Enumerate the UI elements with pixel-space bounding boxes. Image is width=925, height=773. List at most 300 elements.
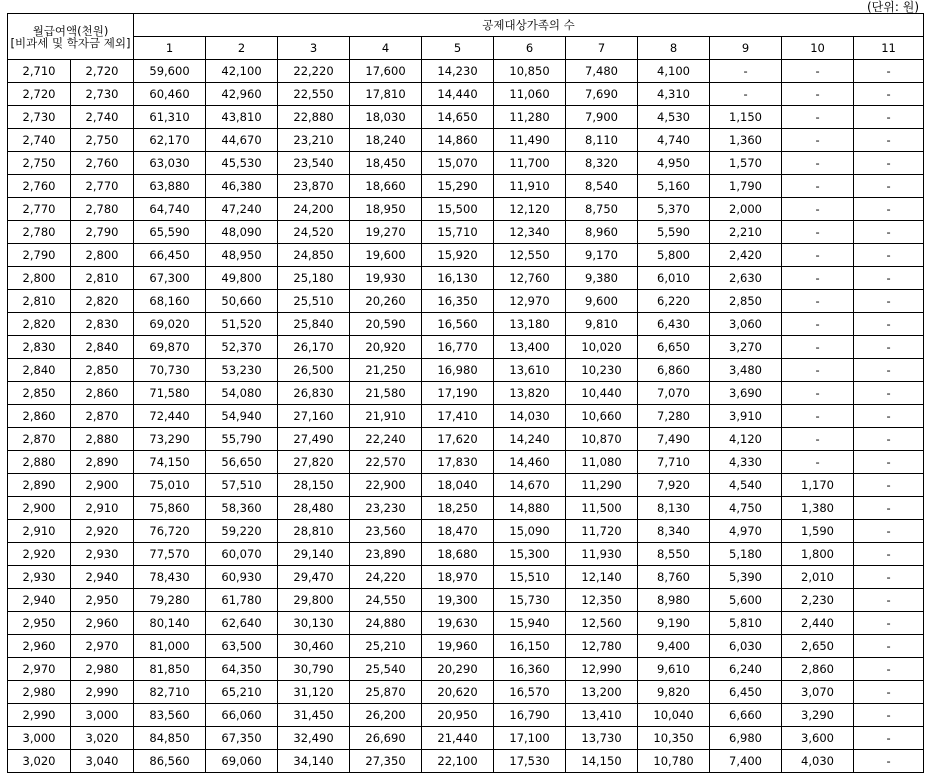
tax-cell-family-8: 9,400 [638,635,710,658]
income-to-cell: 2,850 [71,359,134,382]
tax-cell-family-6: 15,510 [494,566,566,589]
tax-cell-family-10: 4,030 [782,750,854,773]
tax-cell-family-4: 20,260 [350,290,422,313]
tax-cell-family-3: 28,810 [278,520,350,543]
tax-cell-family-5: 16,980 [422,359,494,382]
family-count-7: 7 [566,37,638,60]
tax-cell-family-10: - [782,405,854,428]
tax-cell-family-3: 23,210 [278,129,350,152]
tax-cell-family-5: 18,040 [422,474,494,497]
table-row [8,313,924,336]
tax-cell-family-11: - [854,313,924,336]
income-from-cell: 2,780 [8,221,71,244]
tax-cell-family-8: 7,070 [638,382,710,405]
income-to-cell: 2,800 [71,244,134,267]
tax-cell-family-4: 26,200 [350,704,422,727]
tax-cell-family-10: - [782,290,854,313]
table-row [8,106,924,129]
tax-cell-family-11: - [854,658,924,681]
tax-cell-family-9: 6,240 [710,658,782,681]
tax-cell-family-5: 19,630 [422,612,494,635]
tax-cell-family-2: 54,940 [206,405,278,428]
tax-cell-family-6: 17,530 [494,750,566,773]
income-from-cell: 2,910 [8,520,71,543]
table-row [8,589,924,612]
income-to-cell: 2,890 [71,451,134,474]
family-count-4: 4 [350,37,422,60]
tax-cell-family-1: 71,580 [134,382,206,405]
income-from-cell: 2,790 [8,244,71,267]
tax-cell-family-10: 2,230 [782,589,854,612]
tax-cell-family-9: 5,600 [710,589,782,612]
table-row [8,129,924,152]
table-row [8,359,924,382]
income-from-cell: 2,920 [8,543,71,566]
tax-cell-family-9: 1,360 [710,129,782,152]
tax-cell-family-5: 14,650 [422,106,494,129]
table-row [8,704,924,727]
table-header [8,14,924,60]
income-from-cell: 2,950 [8,612,71,635]
tax-cell-family-5: 14,230 [422,60,494,83]
tax-cell-family-8: 4,310 [638,83,710,106]
tax-cell-family-8: 6,860 [638,359,710,382]
table-row [8,750,924,773]
family-count-header: 공제대상가족의 수 [134,14,924,37]
tax-cell-family-9: - [710,83,782,106]
income-to-cell: 2,740 [71,106,134,129]
tax-cell-family-1: 69,870 [134,336,206,359]
family-count-8: 8 [638,37,710,60]
income-from-cell: 2,940 [8,589,71,612]
tax-cell-family-3: 28,480 [278,497,350,520]
tax-cell-family-2: 49,800 [206,267,278,290]
tax-cell-family-4: 27,350 [350,750,422,773]
tax-cell-family-2: 64,350 [206,658,278,681]
tax-cell-family-9: 4,330 [710,451,782,474]
tax-cell-family-3: 22,880 [278,106,350,129]
tax-cell-family-10: - [782,221,854,244]
table-row [8,635,924,658]
tax-cell-family-10: - [782,313,854,336]
table-row [8,612,924,635]
tax-cell-family-9: 6,030 [710,635,782,658]
tax-cell-family-5: 21,440 [422,727,494,750]
tax-cell-family-10: 2,650 [782,635,854,658]
tax-cell-family-5: 15,290 [422,175,494,198]
table-row [8,290,924,313]
tax-cell-family-6: 16,570 [494,681,566,704]
tax-cell-family-7: 8,750 [566,198,638,221]
tax-cell-family-1: 72,440 [134,405,206,428]
tax-cell-family-2: 60,930 [206,566,278,589]
tax-cell-family-11: - [854,566,924,589]
tax-cell-family-3: 29,140 [278,543,350,566]
tax-cell-family-11: - [854,290,924,313]
income-from-cell: 2,830 [8,336,71,359]
income-from-cell: 2,800 [8,267,71,290]
tax-cell-family-11: - [854,750,924,773]
tax-cell-family-2: 51,520 [206,313,278,336]
tax-cell-family-8: 4,530 [638,106,710,129]
tax-cell-family-7: 8,540 [566,175,638,198]
tax-cell-family-2: 42,100 [206,60,278,83]
tax-cell-family-6: 11,700 [494,152,566,175]
tax-cell-family-5: 14,860 [422,129,494,152]
tax-cell-family-11: - [854,635,924,658]
tax-cell-family-2: 61,780 [206,589,278,612]
tax-cell-family-1: 79,280 [134,589,206,612]
tax-cell-family-3: 25,180 [278,267,350,290]
income-to-cell: 2,730 [71,83,134,106]
tax-cell-family-11: - [854,405,924,428]
tax-cell-family-7: 14,150 [566,750,638,773]
tax-cell-family-10: 3,600 [782,727,854,750]
income-to-cell: 2,980 [71,658,134,681]
table-row [8,474,924,497]
tax-cell-family-3: 29,470 [278,566,350,589]
tax-cell-family-10: - [782,198,854,221]
income-to-cell: 2,910 [71,497,134,520]
tax-cell-family-5: 16,130 [422,267,494,290]
tax-cell-family-6: 14,030 [494,405,566,428]
tax-cell-family-1: 75,010 [134,474,206,497]
table-row [8,382,924,405]
family-count-6: 6 [494,37,566,60]
tax-cell-family-4: 18,950 [350,198,422,221]
tax-cell-family-10: - [782,336,854,359]
tax-cell-family-9: 6,660 [710,704,782,727]
tax-cell-family-1: 63,030 [134,152,206,175]
tax-cell-family-4: 23,890 [350,543,422,566]
tax-cell-family-10: 2,440 [782,612,854,635]
tax-cell-family-5: 20,950 [422,704,494,727]
table-row [8,175,924,198]
family-count-11: 11 [854,37,924,60]
tax-cell-family-10: - [782,83,854,106]
income-from-cell: 2,890 [8,474,71,497]
tax-cell-family-7: 9,810 [566,313,638,336]
tax-cell-family-10: 2,860 [782,658,854,681]
tax-cell-family-8: 8,550 [638,543,710,566]
tax-cell-family-1: 60,460 [134,83,206,106]
tax-cell-family-9: 5,390 [710,566,782,589]
income-to-cell: 2,840 [71,336,134,359]
income-from-cell: 2,710 [8,60,71,83]
income-to-cell: 2,970 [71,635,134,658]
tax-cell-family-5: 22,100 [422,750,494,773]
income-from-cell: 2,870 [8,428,71,451]
income-to-cell: 3,020 [71,727,134,750]
tax-cell-family-2: 56,650 [206,451,278,474]
tax-cell-family-8: 6,430 [638,313,710,336]
tax-cell-family-7: 10,440 [566,382,638,405]
tax-cell-family-4: 22,570 [350,451,422,474]
tax-cell-family-3: 32,490 [278,727,350,750]
tax-cell-family-2: 66,060 [206,704,278,727]
tax-cell-family-8: 9,190 [638,612,710,635]
tax-cell-family-3: 30,460 [278,635,350,658]
tax-cell-family-1: 84,850 [134,727,206,750]
tax-cell-family-1: 78,430 [134,566,206,589]
tax-cell-family-5: 16,350 [422,290,494,313]
tax-cell-family-7: 10,660 [566,405,638,428]
tax-cell-family-10: - [782,152,854,175]
tax-cell-family-3: 28,150 [278,474,350,497]
income-to-cell: 2,960 [71,612,134,635]
tax-cell-family-1: 70,730 [134,359,206,382]
income-to-cell: 2,790 [71,221,134,244]
tax-cell-family-3: 25,840 [278,313,350,336]
table-row [8,520,924,543]
tax-cell-family-8: 5,800 [638,244,710,267]
tax-cell-family-5: 20,290 [422,658,494,681]
tax-cell-family-2: 58,360 [206,497,278,520]
tax-cell-family-9: 2,850 [710,290,782,313]
table-row [8,566,924,589]
tax-cell-family-11: - [854,175,924,198]
family-count-row [8,37,924,60]
tax-cell-family-6: 15,940 [494,612,566,635]
income-to-cell: 2,820 [71,290,134,313]
tax-cell-family-4: 25,870 [350,681,422,704]
tax-cell-family-9: 5,810 [710,612,782,635]
tax-cell-family-3: 31,450 [278,704,350,727]
table-row [8,428,924,451]
tax-cell-family-11: - [854,451,924,474]
tax-cell-family-11: - [854,520,924,543]
income-from-cell: 2,770 [8,198,71,221]
tax-cell-family-10: - [782,382,854,405]
tax-cell-family-6: 14,880 [494,497,566,520]
tax-cell-family-6: 11,280 [494,106,566,129]
tax-cell-family-9: 3,690 [710,382,782,405]
tax-cell-family-2: 52,370 [206,336,278,359]
tax-cell-family-5: 18,680 [422,543,494,566]
tax-cell-family-7: 12,780 [566,635,638,658]
tax-cell-family-4: 24,880 [350,612,422,635]
tax-cell-family-9: 2,000 [710,198,782,221]
tax-cell-family-9: 4,120 [710,428,782,451]
tax-cell-family-6: 15,300 [494,543,566,566]
tax-cell-family-9: 4,540 [710,474,782,497]
tax-cell-family-7: 12,140 [566,566,638,589]
table-row [8,244,924,267]
income-to-cell: 2,880 [71,428,134,451]
tax-cell-family-8: 9,610 [638,658,710,681]
tax-cell-family-1: 82,710 [134,681,206,704]
tax-cell-family-2: 63,500 [206,635,278,658]
tax-cell-family-4: 24,550 [350,589,422,612]
tax-cell-family-7: 7,480 [566,60,638,83]
tax-cell-family-8: 6,650 [638,336,710,359]
family-count-1: 1 [134,37,206,60]
tax-cell-family-6: 12,120 [494,198,566,221]
income-from-cell: 2,840 [8,359,71,382]
income-to-cell: 2,810 [71,267,134,290]
tax-cell-family-3: 24,850 [278,244,350,267]
tax-cell-family-1: 86,560 [134,750,206,773]
tax-cell-family-6: 16,150 [494,635,566,658]
income-from-cell: 2,930 [8,566,71,589]
tax-cell-family-2: 42,960 [206,83,278,106]
tax-cell-family-4: 23,560 [350,520,422,543]
tax-cell-family-6: 11,490 [494,129,566,152]
tax-cell-family-2: 65,210 [206,681,278,704]
tax-cell-family-11: - [854,152,924,175]
tax-cell-family-1: 68,160 [134,290,206,313]
tax-cell-family-8: 4,100 [638,60,710,83]
tax-cell-family-4: 22,900 [350,474,422,497]
tax-cell-family-1: 74,150 [134,451,206,474]
tax-cell-family-1: 61,310 [134,106,206,129]
tax-cell-family-10: - [782,359,854,382]
unit-label: (단위: 원) [867,0,919,14]
family-count-10: 10 [782,37,854,60]
tax-cell-family-11: - [854,83,924,106]
tax-cell-family-8: 7,490 [638,428,710,451]
tax-cell-family-5: 18,970 [422,566,494,589]
tax-cell-family-2: 50,660 [206,290,278,313]
tax-cell-family-2: 69,060 [206,750,278,773]
income-from-cell: 3,000 [8,727,71,750]
tax-cell-family-10: 1,800 [782,543,854,566]
tax-cell-family-4: 19,930 [350,267,422,290]
income-from-cell: 2,760 [8,175,71,198]
tax-cell-family-1: 80,140 [134,612,206,635]
tax-cell-family-1: 77,570 [134,543,206,566]
tax-cell-family-2: 48,950 [206,244,278,267]
income-to-cell: 2,760 [71,152,134,175]
tax-cell-family-7: 8,320 [566,152,638,175]
tax-cell-family-9: 1,570 [710,152,782,175]
tax-table [7,13,924,773]
tax-cell-family-3: 31,120 [278,681,350,704]
tax-cell-family-9: 6,450 [710,681,782,704]
tax-cell-family-4: 17,810 [350,83,422,106]
tax-cell-family-8: 9,820 [638,681,710,704]
tax-cell-family-2: 46,380 [206,175,278,198]
tax-cell-family-5: 15,070 [422,152,494,175]
table-row [8,681,924,704]
tax-cell-family-6: 16,360 [494,658,566,681]
tax-cell-family-9: 3,060 [710,313,782,336]
tax-cell-family-7: 10,020 [566,336,638,359]
tax-cell-family-9: 2,420 [710,244,782,267]
tax-cell-family-11: - [854,106,924,129]
tax-cell-family-5: 17,830 [422,451,494,474]
tax-cell-family-6: 12,340 [494,221,566,244]
tax-cell-family-11: - [854,267,924,290]
tax-cell-family-11: - [854,129,924,152]
tax-cell-family-1: 67,300 [134,267,206,290]
tax-cell-family-2: 60,070 [206,543,278,566]
tax-cell-family-3: 26,830 [278,382,350,405]
tax-cell-family-9: 1,150 [710,106,782,129]
tax-cell-family-4: 19,270 [350,221,422,244]
income-from-cell: 2,820 [8,313,71,336]
tax-cell-family-4: 26,690 [350,727,422,750]
tax-cell-family-9: 5,180 [710,543,782,566]
tax-cell-family-10: 2,010 [782,566,854,589]
tax-cell-family-11: - [854,589,924,612]
tax-cell-family-1: 59,600 [134,60,206,83]
tax-cell-family-10: 3,290 [782,704,854,727]
tax-cell-family-5: 20,620 [422,681,494,704]
family-count-9: 9 [710,37,782,60]
tax-cell-family-4: 21,250 [350,359,422,382]
tax-cell-family-7: 7,690 [566,83,638,106]
table-row [8,543,924,566]
tax-cell-family-4: 17,600 [350,60,422,83]
family-count-3: 3 [278,37,350,60]
table-row [8,60,924,83]
tax-cell-family-7: 10,870 [566,428,638,451]
tax-cell-family-1: 76,720 [134,520,206,543]
tax-cell-family-6: 11,060 [494,83,566,106]
tax-cell-family-8: 8,340 [638,520,710,543]
tax-cell-family-2: 48,090 [206,221,278,244]
tax-cell-family-6: 10,850 [494,60,566,83]
tax-cell-family-6: 14,240 [494,428,566,451]
tax-cell-family-7: 13,410 [566,704,638,727]
tax-cell-family-3: 27,160 [278,405,350,428]
tax-cell-family-1: 75,860 [134,497,206,520]
tax-cell-family-10: - [782,106,854,129]
income-from-cell: 2,810 [8,290,71,313]
tax-cell-family-10: 1,590 [782,520,854,543]
table-row [8,451,924,474]
tax-cell-family-2: 54,080 [206,382,278,405]
table-row [8,727,924,750]
tax-cell-family-5: 15,920 [422,244,494,267]
table-row [8,405,924,428]
tax-cell-family-11: - [854,428,924,451]
tax-cell-family-8: 5,160 [638,175,710,198]
tax-cell-family-2: 43,810 [206,106,278,129]
tax-cell-family-6: 15,090 [494,520,566,543]
tax-cell-family-5: 16,560 [422,313,494,336]
tax-cell-family-8: 4,740 [638,129,710,152]
tax-cell-family-3: 24,200 [278,198,350,221]
tax-cell-family-2: 67,350 [206,727,278,750]
income-range-header: 월급여액(천원) [비과세 및 학자금 제외] [8,14,134,60]
income-to-cell: 2,750 [71,129,134,152]
tax-cell-family-6: 14,460 [494,451,566,474]
tax-cell-family-9: 7,400 [710,750,782,773]
table-row [8,152,924,175]
table-row [8,198,924,221]
tax-cell-family-5: 17,410 [422,405,494,428]
income-to-cell: 2,940 [71,566,134,589]
tax-cell-family-8: 5,590 [638,221,710,244]
tax-cell-family-7: 9,600 [566,290,638,313]
tax-cell-family-8: 6,220 [638,290,710,313]
tax-cell-family-1: 73,290 [134,428,206,451]
tax-cell-family-6: 11,910 [494,175,566,198]
tax-cell-family-1: 65,590 [134,221,206,244]
tax-cell-family-4: 20,590 [350,313,422,336]
tax-cell-family-10: - [782,175,854,198]
tax-cell-family-7: 13,730 [566,727,638,750]
tax-cell-family-6: 12,760 [494,267,566,290]
tax-cell-family-4: 19,600 [350,244,422,267]
tax-cell-family-10: - [782,428,854,451]
table-row [8,221,924,244]
tax-cell-family-7: 9,170 [566,244,638,267]
tax-cell-family-3: 29,800 [278,589,350,612]
tax-cell-family-6: 13,400 [494,336,566,359]
